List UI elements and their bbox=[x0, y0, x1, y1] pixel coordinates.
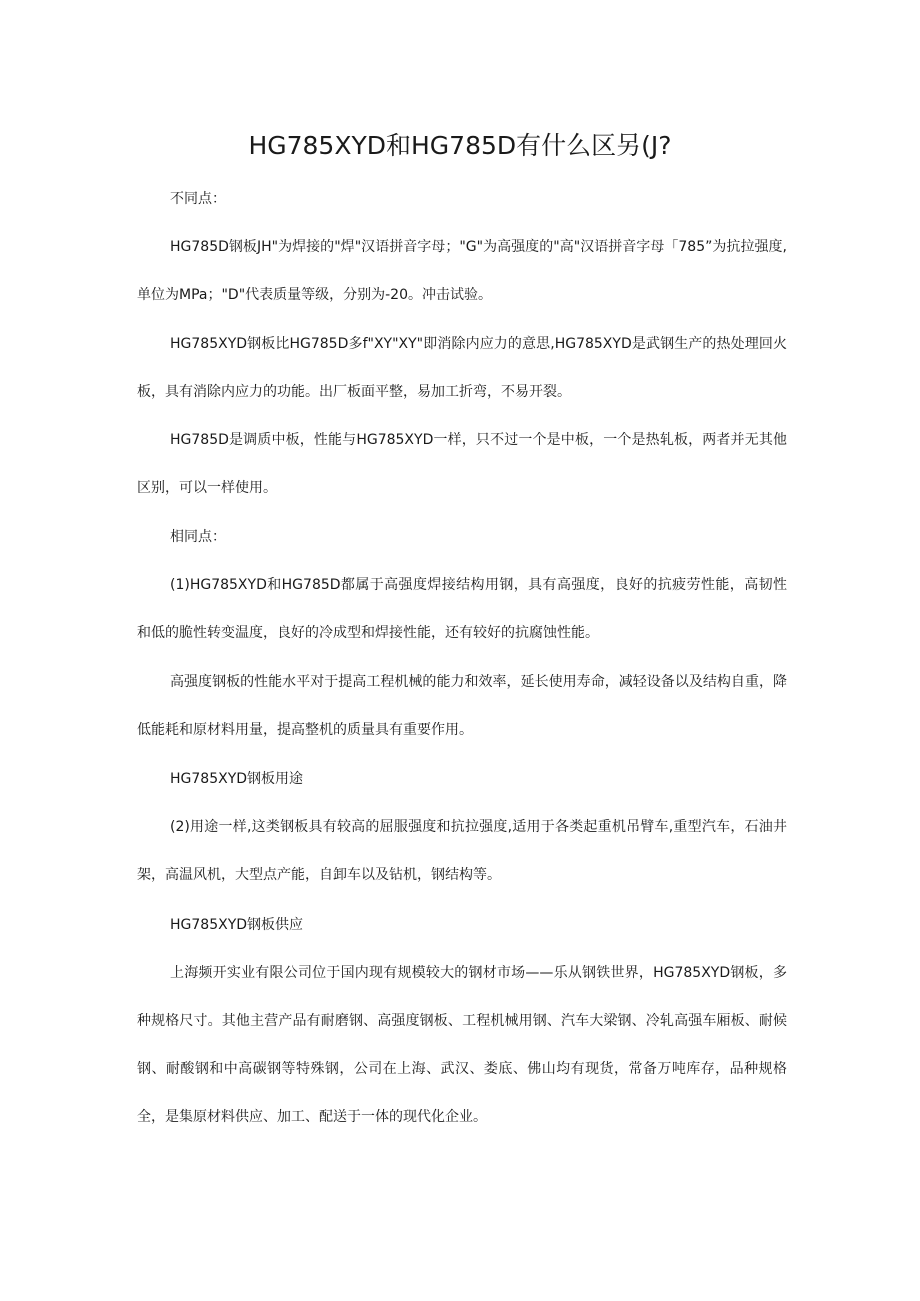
section-heading-differences: 不同点： bbox=[170, 191, 226, 207]
paragraph-hg785d-meaning: HG785D钢板JH"为焊接的"焊"汉语拼音字母；"G"为高强度的"高"汉语拼音字母「785”为抗拉强度,单位为MPa；"D"代表质量等级，分别为-20。冲击试验。 bbox=[137, 239, 787, 303]
paragraph-hg785xyd-difference: HG785XYD钢板比HG785D多f"XY"XY"即消除内应力的意思,HG785XYD是武钢生产的热处理回火板，具有消除内应力的功能。出厂板面平整，易加工折弯，不易开裂。 bbox=[137, 336, 787, 400]
document-title: HG785XYD和HG785D有什么区另(J? bbox=[248, 131, 672, 160]
paragraph-similarity-1: (1)HG785XYD和HG785D都属于高强度焊接结构用钢，具有高强度，良好的抗疲劳性能，高韧性和低的脆性转变温度，良好的冷成型和焊接性能，还有较好的抗腐蚀性能。 bbox=[137, 577, 787, 641]
paragraph-performance: 高强度钢板的性能水平对于提高工程机械的能力和效率，延长使用寿命，减轻设备以及结构自重，降低能耗和原材料用量，提高整机的质量具有重要作用。 bbox=[137, 674, 787, 738]
paragraph-usage: (2)用途一样,这类钢板具有较高的屈服强度和抗拉强度,适用于各类起重机吊臂车,重型汽车，石油井架，高温风机，大型点产能，自卸车以及钻机，钢结构等。 bbox=[137, 819, 787, 883]
paragraph-hg785d-comparison: HG785D是调质中板，性能与HG785XYD一样，只不过一个是中板，一个是热轧板，两者并无其他区别，可以一样使用。 bbox=[137, 432, 787, 496]
section-heading-supply: HG785XYD钢板供应 bbox=[170, 917, 304, 933]
paragraph-supply: 上海频开实业有限公司位于国内现有规模较大的钢材市场——乐从钢铁世界，HG785XYD钢板，多种规格尺寸。其他主营产品有耐磨钢、高强度钢板、工程机械用钢、汽车大梁钢、冷轧高强车厢板、耐候钢、耐酸钢和中高碳钢等特殊钢，公司在上海、武汉、娄底、佛山均有现货，常备万吨库存，品种规格全，是集原材料供应、加工、配送于一体的现代化企业。 bbox=[137, 965, 787, 1125]
section-heading-usage: HG785XYD钢板用途 bbox=[170, 771, 304, 787]
section-heading-similarities: 相同点： bbox=[170, 529, 226, 545]
